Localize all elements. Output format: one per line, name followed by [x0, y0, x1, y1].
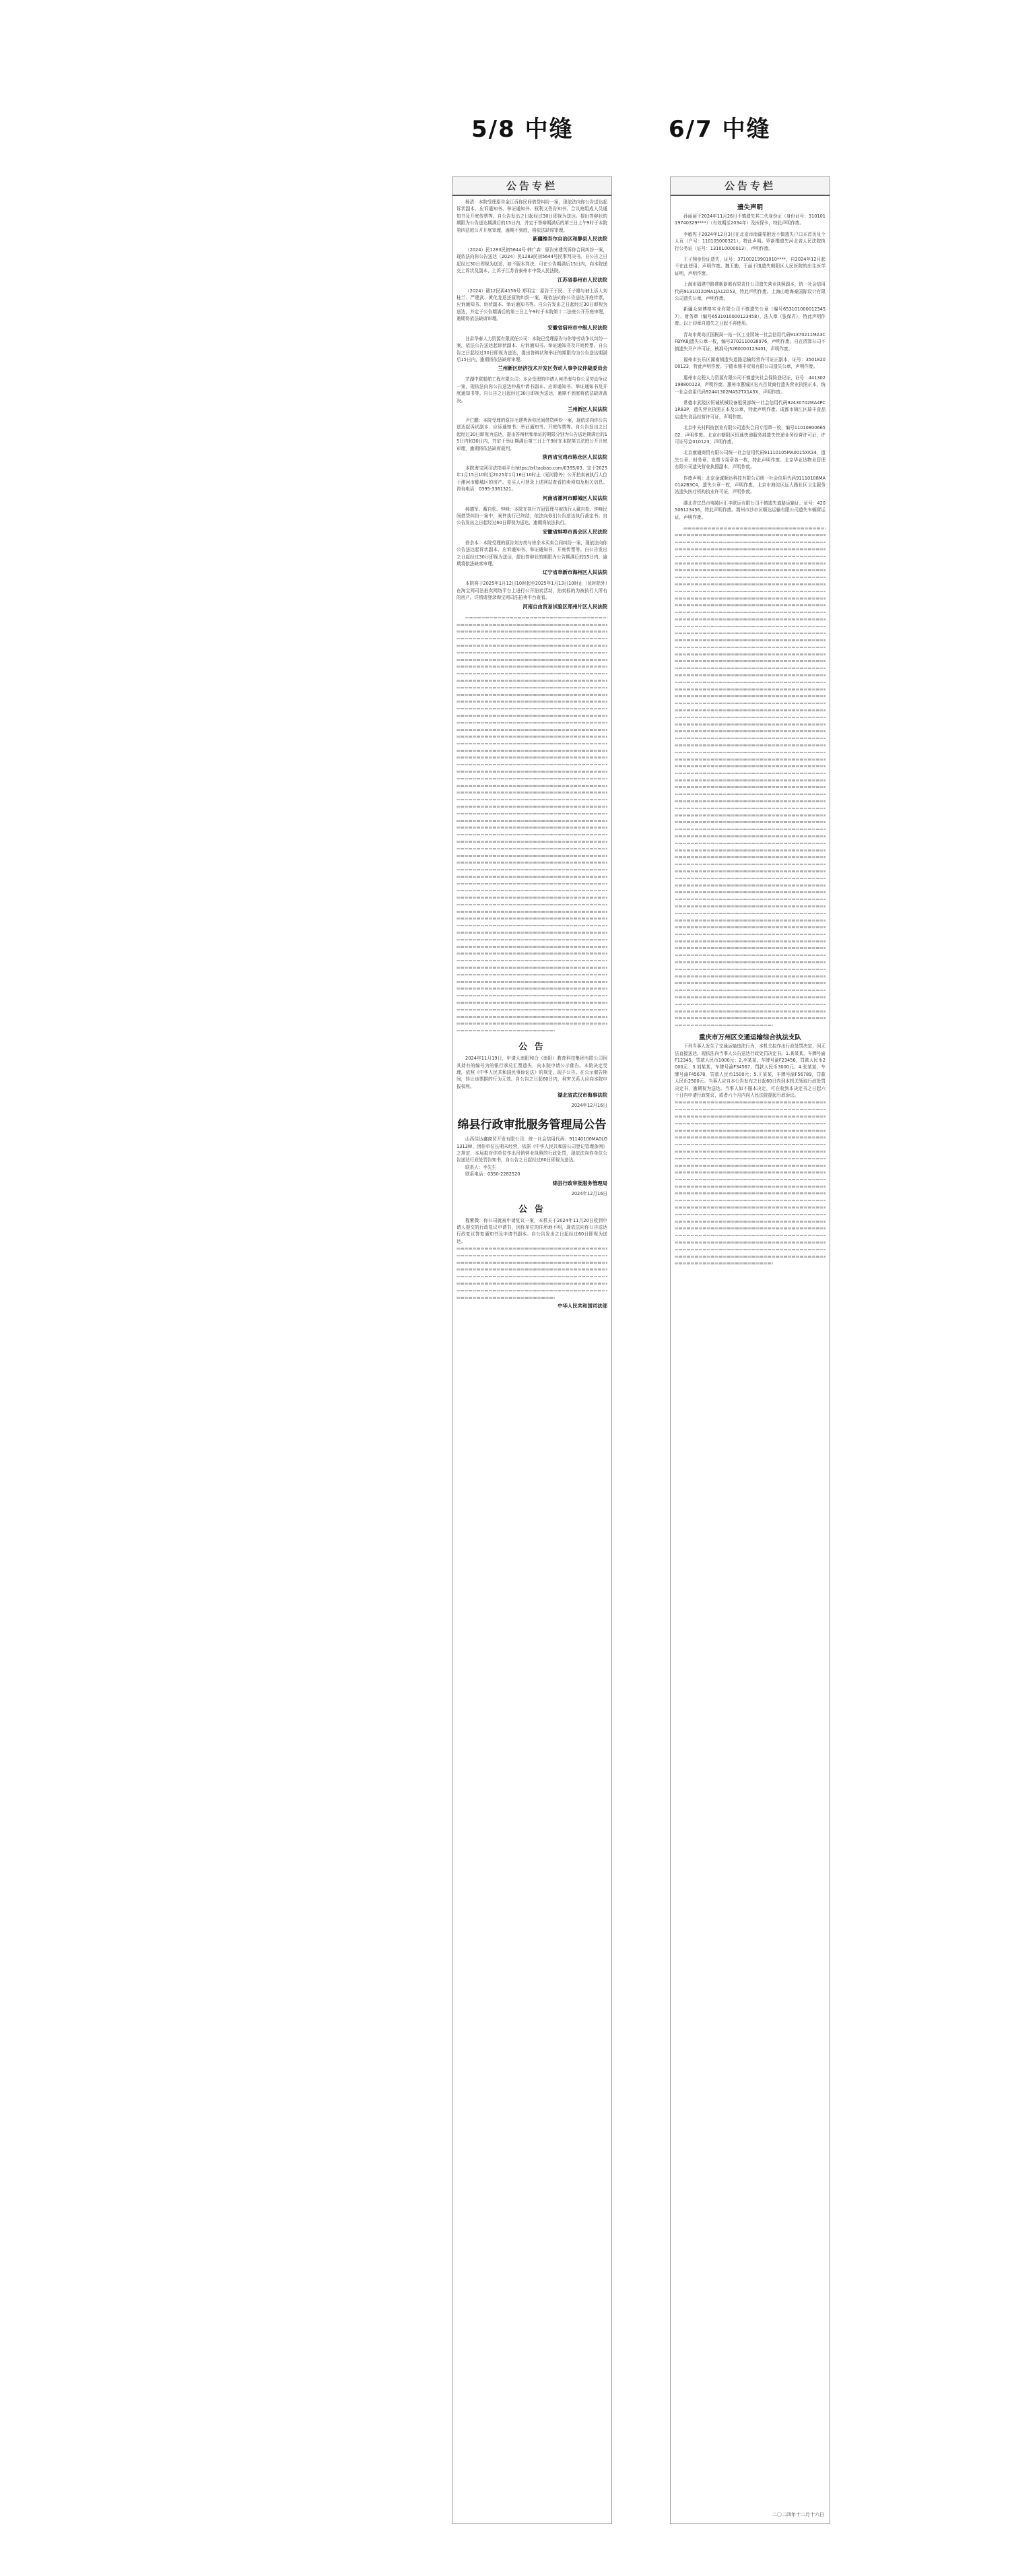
- notice-signature: 河南省漯河市郾城区人民法院: [542, 494, 607, 501]
- notice-signature: 湖北省武汉市海事法院: [558, 1092, 607, 1099]
- notice-text: 王子翔身份证遗失，证号：37100219901010****，自2024年12月起不在此使用，声明作废。魏玉勤，王丽不慎遗失朝阳区人民医院的出生医学证明，声明作废。: [675, 257, 826, 276]
- notice-text: 孙丽丽于2024年11月26日不慎遗失其二代身份证（身份证号：31010119740329****）（有效期至2034年）及医保卡，特此声明作废。: [675, 214, 826, 226]
- notice-text: 青岛市黄岛区国税局一站一区工业园统一社会信用代码91370211MA3CFBYK8J遗失公章一枚，编号3702110038976，声明作废。自在清算公司不慎遗失开户许可证，核准号J5260000123401，声明作废。: [675, 331, 826, 352]
- bureau-notice: [675, 1032, 826, 1267]
- announcement-notice: [457, 1202, 607, 1310]
- fine-print-block: [675, 1099, 826, 1266]
- notice-date: 2024年12月16日: [571, 1103, 607, 1109]
- fine-print-block: [457, 614, 607, 1034]
- notice-text: 徐余本：本院受理的原告刘方亮与徐余本买卖合同纠纷一案，现依法向你公告送达起诉状副本、应诉通知书、举证通知书、开庭传票等。自公告发出之日起经过30日即视为送达，提出答辩状的期限为公告期满后的15日内，逾期将依法缺席审理。: [457, 540, 607, 567]
- page-label-right: 6/7 中缝: [669, 116, 771, 143]
- notice-item: [675, 256, 826, 277]
- announcement-title: 公 告: [518, 1204, 545, 1215]
- column-footer-date: 二〇二四年十二月十六日: [772, 2512, 824, 2517]
- notice-item: [457, 335, 607, 373]
- notice-text: 山西佳达鑫商贸开发有限公司：统一社会信用代码：91140100MA0LG1313W，因你单位长期未经营，依据《中华人民共和国公司登记管理条例》之规定，本局拟对你单位作出吊销营业执照的行政处罚，现依法向你单位公告送达行政处罚告知书，自公告之日起经过60日即视为送达。: [457, 1136, 607, 1163]
- notice-item: [675, 331, 826, 352]
- notice-column-left: [452, 176, 612, 2524]
- fine-print-block: [457, 1245, 607, 1301]
- notice-text: 李敏宪于2024年12月3日在北京市南湖渠附近不慎遗失户口本首页及个人页（户号：110105000321），特此声明。罗新楷遗失河北省人民法院执行公务证（证号：131010000013），声明作废。: [675, 231, 826, 251]
- contact-phone: 联系电话：0350-2282520: [465, 1171, 520, 1178]
- notice-text: 芜湖中联船舶工程有限公司：本会受理的申请人何青海与你公司劳动争议一案，现依法向你公告送达仲裁申请书副本、应诉通知书、举证通知书及开庭通知书等。自公告之日起经过30日即视为送达，逾期不到庭将依法缺席裁决。: [457, 377, 607, 404]
- notice-signature: 新疆维吾尔自治区和静县人民法院: [533, 236, 607, 243]
- notice-text: 上海市福建中路建新新都有限责任公司遗失营业执照副本，统一社会信用代码91310120MA1JA12D53，特此声明作废。上海山地海泰国际设计有限公司遗失公章，声明作废。: [675, 282, 826, 302]
- notice-date: 2024年12月16日: [571, 1190, 607, 1196]
- notice-item: [457, 465, 607, 502]
- notice-item: [675, 356, 826, 371]
- notice-item: [457, 417, 607, 461]
- notice-text: 常德市武陵区恒诚机械设备租赁部统一社会信用代码92430702MA4PC1R83P，遗失营业执照正本及公章，特此声明作废。成都市锦江区瑞丰食品店遗失食品经营许可证，声明作废。: [675, 399, 826, 420]
- notice-signature: 河南自由贸易试验区郑州片区人民法院: [523, 603, 607, 610]
- notice-item: [457, 288, 607, 331]
- notice-text: 尹仁鹏：本院受理的原告毛建勇诉你民间借贷纠纷一案，现依法向你公告送达起诉状副本、应诉通知书、举证通知书、开庭传票等。自公告发出之日起经过30日即视为送达，提出答辩状和举证的期限分别为公告送达期满后的15日内和30日内，并定于举证期满后第三日上午9时在本院第五法庭公开开庭审理，逾期将依法缺席裁判。: [457, 417, 607, 451]
- notice-signature: 陕西省宝鸡市陈仓区人民法院: [542, 453, 607, 460]
- notice-text: 程紫微：你公司就被申请复议一案，本机关于2024年11月20日收到申请人提交的行政复议申请书，因你单位的住所地不明，现依法向你公告送达行政复议答复通知书及申请书副本。自公告发出之日起经过60日即视为送达。: [457, 1217, 607, 1244]
- bureau-notice: [457, 1115, 607, 1196]
- notice-item: [675, 399, 826, 420]
- notice-signature: 兰州新区经济技术开发区劳动人事争议仲裁委员会: [498, 365, 607, 372]
- notice-item: [457, 580, 607, 610]
- notice-item: [675, 424, 826, 445]
- page-label-left: 5/8 中缝: [471, 116, 574, 143]
- notice-signature: 江苏省泰州市人民法院: [558, 276, 607, 283]
- notice-signature: 安徽省宿州市中级人民法院: [547, 324, 607, 331]
- notice-item: [675, 231, 826, 252]
- notice-text: （2024）民1283民初5644号 韩广森：原告宋建英诉你合同纠纷一案，现依法向你公告送达（2024）民1283民初5644号民事判决书。自公告之日起经过30日即视为送达，如不服本判决，可在公告期满后15日内，向本院递交上诉状及副本，上诉于江苏省泰州市中级人民法院。: [457, 247, 607, 274]
- notice-text: 作废声明：北京金诚顺达科技有限公司统一社会信用代码91110108MA01A2B3C4，遗失公章一枚，声明作废。北京市海淀区远大路社区卫生服务站遗失医疗机构执业许可证，声明作废。: [675, 475, 826, 495]
- notice-signature: 绵县行政审批服务管理局: [552, 1180, 607, 1186]
- notice-item: [675, 449, 826, 470]
- column-body: [671, 196, 830, 1267]
- notice-item: [457, 506, 607, 536]
- contact-person: 联系人：李先生: [465, 1164, 497, 1170]
- notice-text: 甘肃华泰人力资源有限责任公司：本院已受理原告与你等劳动争议纠纷一案，依法公告送达起诉状副本、应诉通知书、举证通知书及开庭传票。自公告之日起经过30日即视为送达，提出答辩状和举证的期限均为公告送达期满后15日内，逾期将依法缺席审理。: [457, 335, 607, 362]
- notice-item: [675, 375, 826, 395]
- notice-item: [675, 202, 826, 227]
- notice-item: [675, 475, 826, 496]
- notice-signature: 兰州新区人民法院: [567, 406, 607, 412]
- notice-item: [457, 540, 607, 577]
- fine-print-block: [675, 525, 826, 1029]
- notice-text: 郝德军、戴自松、钟峰：本院在执行万冠管理与被执行人戴自松、钟峰民间借贷纠纷一案中，案件执行已终结，依法向你们公告送达执行裁定书。自公告发出之日起经过60日即视为送达，逾期将依法执行。: [457, 506, 607, 526]
- bureau-notice-title: 绵县行政审批服务管理局公告: [457, 1118, 607, 1132]
- notice-text: 下列当事人发生了交通运输违法行为，本机关拟作出行政处罚决定，因无法直接送达，现依法向当事人公告送达行政处罚决定书。1.龚某某，车牌号渝F12345，罚款人民币1000元；2.李某某，车牌号渝F23456，罚款人民币2000元；3.刘某某，车牌号渝F34567，罚款人民币3000元；4.张某某，车牌号渝F45678，罚款人民币1500元；5.王某某，车牌号渝F56789，罚款人民币2500元。当事人应自本公告发布之日起60日内到本机关领取行政处罚决定书，逾期视为送达。当事人如不服本决定，可在收到本决定书之日起六十日内申请行政复议，或者六个月内向人民法院提起行政诉讼。: [675, 1043, 826, 1098]
- column-header: 公告专栏: [452, 177, 611, 196]
- announcement-title: 公 告: [518, 1042, 545, 1053]
- notice-text: 杨清：本院受理原告金江诉你民间借贷纠纷一案，现依法向你公告送达起诉状副本、应诉通知书、举证通知书、权利义务告知书、合议庭组成人员通知书及开庭传票等。自公告发出之日起经过30日即视为送达。提出答辩状的期限为公告送达期满后的15日内，并定于答辩期满后的第三日上午9时于本院第四法庭公开开庭审理，逾期不到庭，将依法缺席审理。: [457, 199, 607, 233]
- column-body: [452, 196, 611, 1310]
- notice-item: [675, 281, 826, 302]
- notice-text: 新疆众泉博格实业有限公司不慎遗失公章（编号6531010000123457）、财务章（编号6531010000123458），法人章（张保君），特此声明作废。以上印章自遗失之日起不再使用。: [675, 307, 826, 327]
- notice-title: 遗失声明: [737, 204, 763, 212]
- notice-signature: 安徽省蚌埠市禹会区人民法院: [542, 528, 607, 535]
- notice-item: [675, 306, 826, 327]
- notice-text: 惠州市众程人力资源有限公司不慎遗失社会保险登记证，证号：441302198800123，声明作废。惠州市惠城区宏兴百货商行遗失营业执照正本，统一社会信用代码92441302MA52TX1A5X，声明作废。: [675, 375, 826, 395]
- notice-item: [675, 500, 826, 521]
- notice-signature: 中华人民共和国司法部: [558, 1303, 607, 1310]
- notice-text: 本院海宝网司法拍卖平台https://sf.taobao.com/0395/03，定于2025年1月15日10时至2025年1月16日10时止（延时除外）公开拍卖被执行人位于漯河市郾城区的房产。竞买人可登录上述网站查看拍卖须知及相关信息。咨询电话：0395-3361321。: [457, 465, 607, 492]
- column-header: 公告专栏: [671, 177, 830, 196]
- notice-text: 2024年11月19日，申请人南阳和合（南阳）教育科技集团有限公司因其持有的编号为的银行承兑汇票遗失，向本院申请公示催告。本院决定受理，依照《中华人民共和国民事诉讼法》的规定，现予公告。在公示催告期间，转让该票据的行为无效。自公告之日起60日内，利害关系人应向本院申报权利。: [457, 1056, 607, 1089]
- notice-item: [457, 247, 607, 284]
- notice-text: 湖北省宜昌市夷陵区汇丰联运有限公司不慎遗失道路运输证，证号：420506123456，特此声明作废。荆州市沙市区顺达运输有限公司遗失车辆营运证，声明作废。: [675, 500, 826, 520]
- notice-text: （2024）赣12民再4156号 郑明宝：原告王于民、王子雄与被上诉人刘桂兰、严建武、黄化龙返还原物纠纷一案，现依法向你公告送达开庭传票，应诉通知书、诉状副本、举证通知书等。自公告发出之日起经过30日即视为送达，并定于公告期满后的第三日上午9时于本院第十二法庭公开开庭审理，逾期将依法缺席审理。: [457, 288, 607, 322]
- notice-text: 福州市长乐区湖南镇遗失道路运输经营许可证正副本，证号：350182000123，特此声明作废。宁德市鼎丰贸易有限公司遗失公章，声明作废。: [675, 356, 826, 370]
- bureau-notice-title: 重庆市万州区交通运输综合执法支队: [698, 1034, 801, 1042]
- notice-column-right: [670, 176, 830, 2524]
- notice-text: 北京康通商贸有限公司统一社会信用代码91110105MA0015XK34，遗失公章、财务章、发票专用章各一枚，特此声明作废。北京华亚达物业管理有限公司遗失营业执照副本，声明作废。: [675, 450, 826, 470]
- announcement-notice: [457, 1039, 607, 1108]
- notice-signature: 辽宁省阜新市海州区人民法院: [542, 569, 607, 576]
- notice-item: [457, 376, 607, 413]
- notice-text: 北京中关村科技创业有限公司遗失合同专用章一枚，编号1101080066502，声明作废。北京市朝阳区恒通快递服务部遗失快递业务经营许可证，许可证号京010123，声明作废。: [675, 425, 826, 445]
- notice-text: 本院将于2025年1月12日10时起至2025年1月13日10时止（延时除外）在淘宝网司法拍卖网络平台上进行公开拍卖活动，拍卖标的为被执行人所有的房产。详情请登录淘宝网司法拍卖平台查看。: [457, 581, 607, 601]
- notice-item: [457, 199, 607, 243]
